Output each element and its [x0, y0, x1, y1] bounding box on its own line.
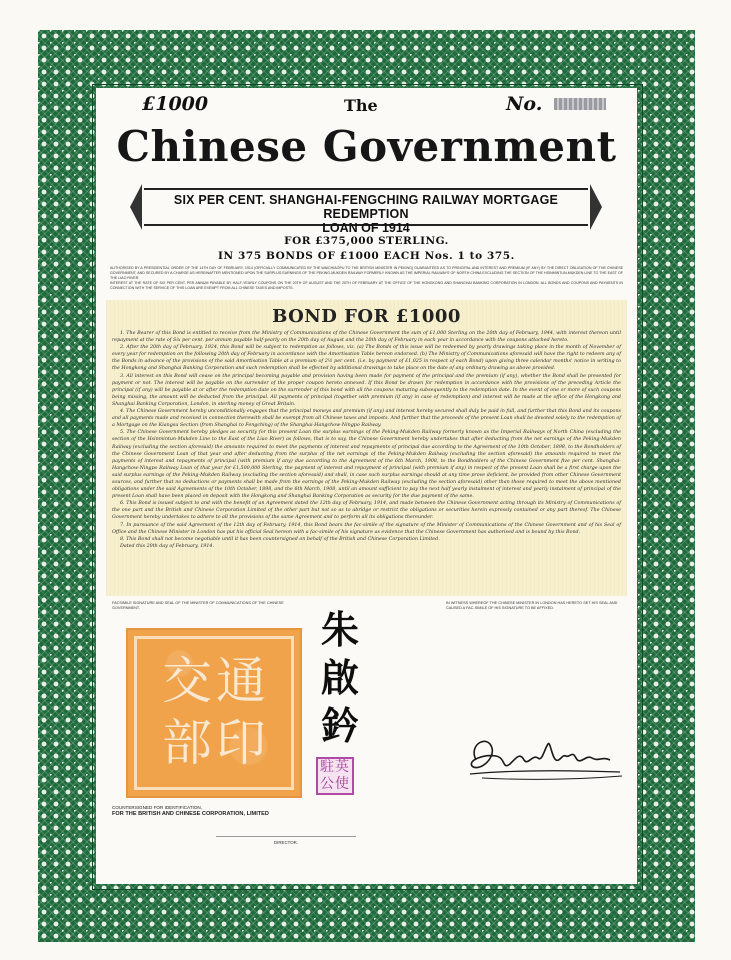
certificate-title: Chinese Government — [116, 122, 617, 171]
bond-count: IN 375 BONDS OF £1000 EACH Nos. 1 to 375. — [218, 250, 515, 262]
witness-note: IN WITNESS WHEREOF THE CHINESE MINISTER IN LONDON HAS HERETO SET HIS SEAL AND CAUSED A FAC-SIMILE OF HIS SIGNATURE TO BE AFFIXED. — [446, 601, 618, 610]
clause-paragraph: 1. The Bearer of this Bond is entitled to receive from the Ministry of Communications of the Chinese Government the sum of £1,000 Sterling on the 20th day of February, 1944, with interest thereon until repayment at the rate of Six per cent. per annum payable half-yearly on the 20th day of August and the 20th day of February in each year in accordance with the coupons attached hereto. — [112, 331, 621, 344]
bond-heading: BOND FOR £1000 — [272, 306, 461, 327]
clause-paragraph: 8. This Bond shall not become negotiable until it has been countersigned on behalf of the British and Chinese Corporation Limited. — [120, 536, 440, 542]
clause-paragraph: 2. After the 20th day of February, 1924, this Bond will be subject to redemption as follows, viz. (a) The Bonds of this issue will be redeemed by yearly drawings taking place in the month of November of every year for redemption on the following 20th day of February in accordance with the Amortisation Table hereon endorsed. (b) The Ministry of Communications aforesaid will have the right to redeem any of the Bonds in advance of the provisions of the said Amortisation Table at a premium of 2½ per cent. (i.e. by payment of £1,025 in respect of each Bond) upon giving three calendar months' notice in writing to the Hongkong and Shanghai Banking Corporation and such redemption shall be effected by additional drawings to take place on the date of any ordinary drawing as above provided. — [112, 345, 621, 372]
interest-paragraph: INTEREST AT THE RATE OF SIX PER CENT. PER ANNUM PAYABLE BY HALF-YEARLY COUPONS ON THE 20TH OF AUGUST AND THE 20TH OF FEBRUARY AT THE OFFICE OF THE HONGKONG AND SHANGHAI BANKING CORPORATION IN LONDON. ALL BONDS AND COUPONS AND PAYMENTS IN CONNECTION WITH THE SERVICE OF THIS LOAN ARE EXEMPT FROM ALL CHINESE TAXES AND IMPOSTS. — [110, 281, 623, 290]
loan-name: SIX PER CENT. SHANGHAI-FENGCHING RAILWAY MORTGAGE REDEMPTION — [173, 193, 559, 221]
clause-paragraph: 4. The Chinese Government hereby unconditionally engages that the principal moneys and premium (if any) and interest hereby secured shall duly be paid in full, and further that this Bond and its coupons and all payments made and received in connection therewith shall be exempt from all Chinese taxes and imposts. And further that the proceeds of the present Loan shall be devoted solely to the redemption of a Mortgage on the Kiangsu Section (from Shanghai to Fengching) of the Shanghai-Hangchow-Ningpo Railway. — [112, 409, 621, 429]
minister-small-seal — [316, 757, 354, 795]
seal-characters: 交通部印 — [162, 652, 270, 772]
date-line: Dated this 20th day of February, 1914. — [120, 543, 214, 549]
small-seal-characters: 駐英公使 — [320, 759, 350, 792]
director-label: DIRECTOR. — [274, 840, 299, 845]
clause-paragraph: 7. In pursuance of the said Agreement of the 12th day of February, 1914, this Bond bears the fac-simile of the signature of the Minister of Communications of the Chinese Government and of his Seal of Office and the Chinese Minister in London has put his official Seal hereon with a fac-simile of his signature as evidence that the Chinese Government has authorised and is bound by this Bond. — [112, 522, 621, 535]
countersignature-block — [112, 805, 392, 817]
director-signature-line — [216, 836, 356, 837]
authorisation-paragraph: AUTHORISED BY A PRESIDENTIAL ORDER OF THE 14TH DAY OF FEBRUARY, 1914 (OFFICIALLY COMMUNICATED BY THE WAICHIAOPU TO THE BRITISH MINISTER IN PEKING) GUARANTEED AS TO PRINCIPAL AND INTEREST AND PREMIUM (IF ANY) BY THE DIRECT OBLIGATION OF THE CHINESE GOVERNMENT, AND SECURED BY A CHARGE AS HEREINAFTER MENTIONED UPON THE SURPLUS EARNINGS OF THE PEKING-MUKDEN RAILWAY FORMERLY KNOWN AS THE IMPERIAL RAILWAYS OF NORTH CHINA EXCLUDING THE SECTION OF THE HSINMINTUN-MUKDEN LINE TO THE EAST OF THE LIAO RIVER. — [110, 266, 623, 280]
certificate-face — [96, 88, 637, 884]
clause-paragraph: 6. This Bond is issued subject to and with the benefit of an Agreement dated the 12th day of February, 1914, and made between the Chinese Government acting through its Ministry of Communications of the one part and the British and Chinese Corporation Limited of the other part but not so as to abridge or restrict the obligations or securities herein expressly contained or any part thereof. The Chinese Government hereby undertakes to adhere to all the provisions of the same Agreement and to perform all its obligations thereunder. — [112, 501, 621, 521]
denomination-label: £1000 — [142, 93, 209, 115]
authorisation-text — [110, 266, 623, 291]
serial-number-blank — [554, 98, 606, 110]
clause-paragraph: 3. All interest on this Bond will cease on the principal becoming payable and provision having been made for payment of the principal and the premium (if any), whether the Bond shall be presented for payment or not. The interest will be payable on the surrender of the proper coupon hereto annexed. If this Bond be drawn for redemption in accordance with the provisions of the preceding Article the principal (if any) will be payable at or after the redemption date on the surrender of this bond with all the coupons maturing subsequently to the redemption date. In the event of one or more of such coupons being missing, the amount will be deducted from the principal. All payments of principal (together with premium (if any) in case of redemption) and interest will be made at the office of the Hongkong and Shanghai Banking Corporation, London, in sterling money of Great Britain. — [112, 373, 621, 407]
facsimile-note: FACSIMILE SIGNATURE AND SEAL OF THE MINISTER OF COMMUNICATIONS OF THE CHINESE GOVERNMENT. — [112, 601, 284, 610]
corporation-name: FOR THE BRITISH AND CHINESE CORPORATION, LIMITED — [112, 811, 269, 817]
minister-signature: 朱啟鈐 — [320, 607, 359, 748]
countersigned-label: COUNTERSIGNED FOR IDENTIFICATION, — [112, 805, 203, 810]
envoy-signature — [462, 714, 627, 794]
clause-paragraph: 5. The Chinese Government hereby pledges as security for this present Loan the surplus earnings of the Peking-Mukden Railway formerly known as the Imperial Railways of North China (excluding the section of the Hsinmintun-Mukden Line to the East of the Liao River) as follows, that is to say, the Chinese Government hereby undertakes that after deducting from the net earnings of the Peking-Mukden Railway (excluding the section aforesaid) the amounts required to meet the payments of interest and repayments of principal due according to the Agreement of the 10th October, 1898, to the Bondholders of the Chinese Government Loan of that year and after deducting from the surplus of the net earnings of the Peking-Mukden Railway (excluding the section aforesaid) the amounts required to meet the payments of interest and repayments of principal (with premium if any) due according to the Agreement of the 6th March, 1908, to the Bondholders of the Chinese Government five per cent. Shanghai-Hangchow-Ningpo Railway Loan of that year for £1,500,000 Sterling, the payment of interest and repayment of principal (with premium if any) in respect of the present Loan shall be a first charge upon the said surplus earnings of the Peking-Mukden Railway (excluding the section aforesaid) and shall, in case such surplus earnings should at any time prove deficient, be provided from other Chinese Government sources, and further that no deductions or payments shall be made from the earnings of the Peking-Mukden Railway (excluding the section aforesaid) other than those required to meet the above mentioned obligations under the said Agreements of the 10th October, 1898, and the 6th March, 1908, until an amount sufficient to pay the next half yearly instalment of interest and yearly instalment of principal of the present Loan shall have been placed on deposit with the Hongkong and Shanghai Banking Corporation as security for the due payment of the same. — [112, 430, 621, 500]
loan-amount: FOR £375,000 STERLING. — [284, 235, 449, 247]
ministry-seal — [126, 628, 302, 798]
number-label: No. — [506, 93, 543, 115]
loan-year: LOAN OF 1914 — [322, 221, 410, 235]
the-label: The — [344, 96, 378, 115]
loan-banner — [144, 188, 588, 235]
bond-clauses — [112, 330, 621, 550]
